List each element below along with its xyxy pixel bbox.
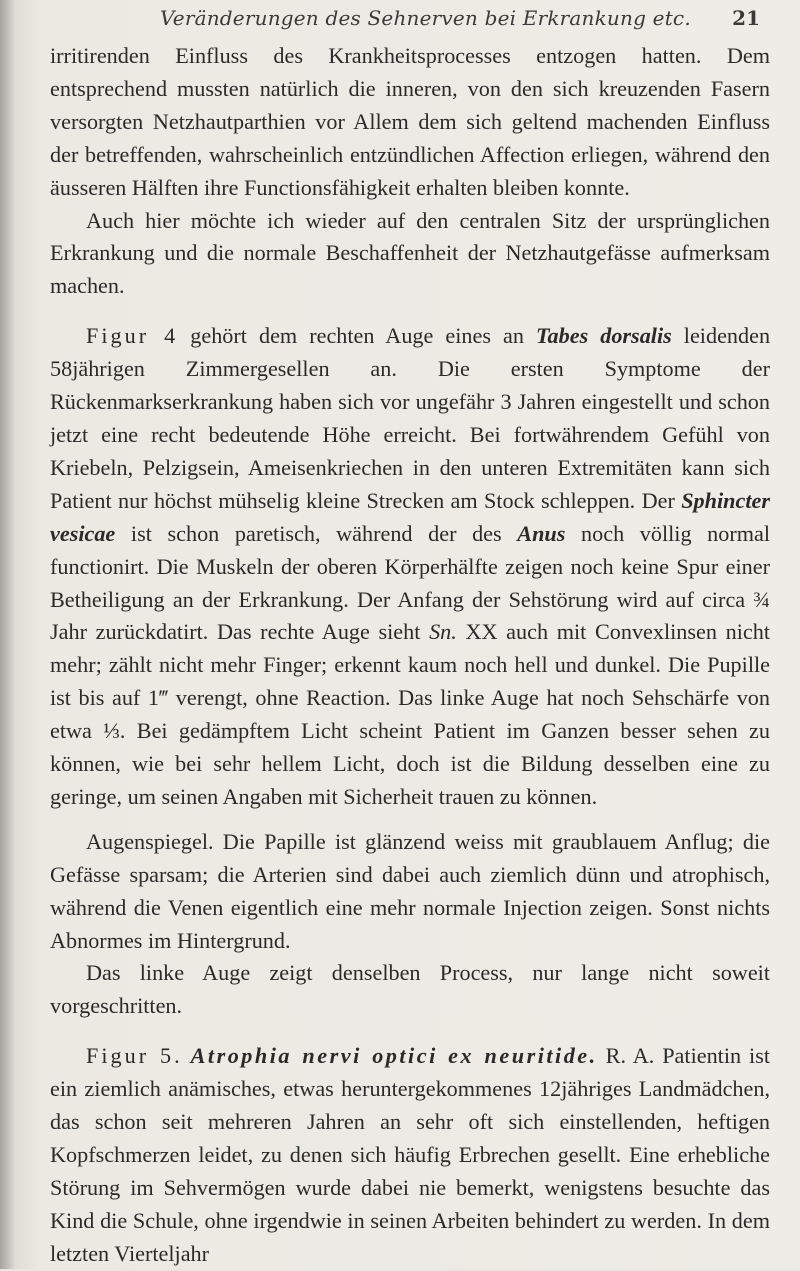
paragraph-linke-auge: Das linke Auge zeigt denselben Process, nur lange nicht soweit vorgeschritten. [50, 960, 770, 1019]
paragraph-continuation: irritirenden Einfluss des Krankheitsprocesses entzogen hatten. Dem entsprechend mussten natürlich die inneren, von den sich kreuzenden Fasern versorgten Netzhautparthien vor Allem dem sich geltend machenden Einfluss der betreffenden, wahrscheinlich entzündlichen Affection erliegen, während den äusseren Hälften ihre Functionsfähigkeit erhalten bleiben konnte. [50, 43, 770, 200]
term-sphincter-vesicae: Sphincter vesicae [50, 487, 770, 546]
figure-5-title: Atrophia nervi optici ex neuritide. [190, 1043, 598, 1069]
term-sn: Sn. [429, 619, 457, 645]
page-gutter-shadow [0, 0, 16, 1269]
page-number: 21 [732, 6, 760, 30]
running-title: Veränderungen des Sehnerven bei Erkrankung etc. [160, 6, 691, 30]
figure-5-label: Figur 5. [86, 1043, 183, 1069]
figure-4-label: Figur 4 [86, 323, 179, 349]
paragraph-figure-4: Figur 4 gehört dem rechten Auge eines an Tabes dorsalis leidenden 58jährigen Zimmergesellen an. Die ersten Symptome der Rückenmarkserkrankung haben sich vor ungefähr 3 Jahren eingestellt und schon jetzt eine recht bedeutende Höhe erreicht. Bei fortwährendem Gefühl von Kriebeln, Pelzigsein, Ameisenkriechen in den unteren Extremitäten kann sich Patient nur höchst mühselig kleine Strecken am Stock schleppen. Der Sphincter vesicae ist schon paretisch, während der des Anus noch völlig normal functionirt. Die Muskeln der oberen Körperhälfte zeigen noch keine Spur einer Betheiligung an der Erkrankung. Der Anfang der Sehstörung wird auf circa ¾ Jahr zurückdatirt. Das rechte Auge sieht Sn. XX auch mit Convexlinsen nicht mehr; zählt nicht mehr Finger; erkennt kaum noch hell und dunkel. Die Pupille ist bis auf 1‴ verengt, ohne Reaction. Das linke Auge hat noch Sehschärfe von etwa ⅓. Bei gedämpftem Licht scheint Patient im Ganzen besser sehen zu können, wie bei sehr hellem Licht, doch ist die Bildung desselben eine zu geringe, um seinen Angaben mit Sicherheit trauen zu können. [50, 323, 771, 809]
term-tabes-dorsalis: Tabes dorsalis [536, 323, 672, 349]
term-anus: Anus [517, 520, 566, 546]
running-header [160, 6, 760, 30]
body-text [50, 40, 770, 1271]
patient-initials: R. A. [605, 1043, 655, 1069]
paragraph-figure-5: Figur 5. Atrophia nervi optici ex neuritide. R. A. Patientin ist ein ziemlich anämisches, etwas heruntergekommenes 12jähriges Landmädchen, das schon seit mehreren Jahren an sehr oft sich einstellenden, heftigen Kopfschmerzen leidet, zu denen sich häufig Erbrechen gesellt. Eine erhebliche Störung im Sehvermögen wurde dabei nie bemerkt, wenigstens besuchte das Kind die Schule, ohne irgendwie in seinen Arbeiten behindert zu werden. In dem letzten Vierteljahr [50, 1043, 770, 1266]
paragraph-central-site: Auch hier möchte ich wieder auf den centralen Sitz der ursprünglichen Erkrankung und die normale Beschaffenheit der Netzhautgefässe aufmerksam machen. [50, 207, 770, 299]
paragraph-augenspiegel: Augenspiegel. Die Papille ist glänzend weiss mit graublauem Anflug; die Gefässe sparsam; die Arterien sind dabei auch ziemlich dünn und atrophisch, während die Venen eigentlich eine mehr normale Injection zeigen. Sonst nichts Abnormes im Hintergrund. [50, 828, 770, 953]
